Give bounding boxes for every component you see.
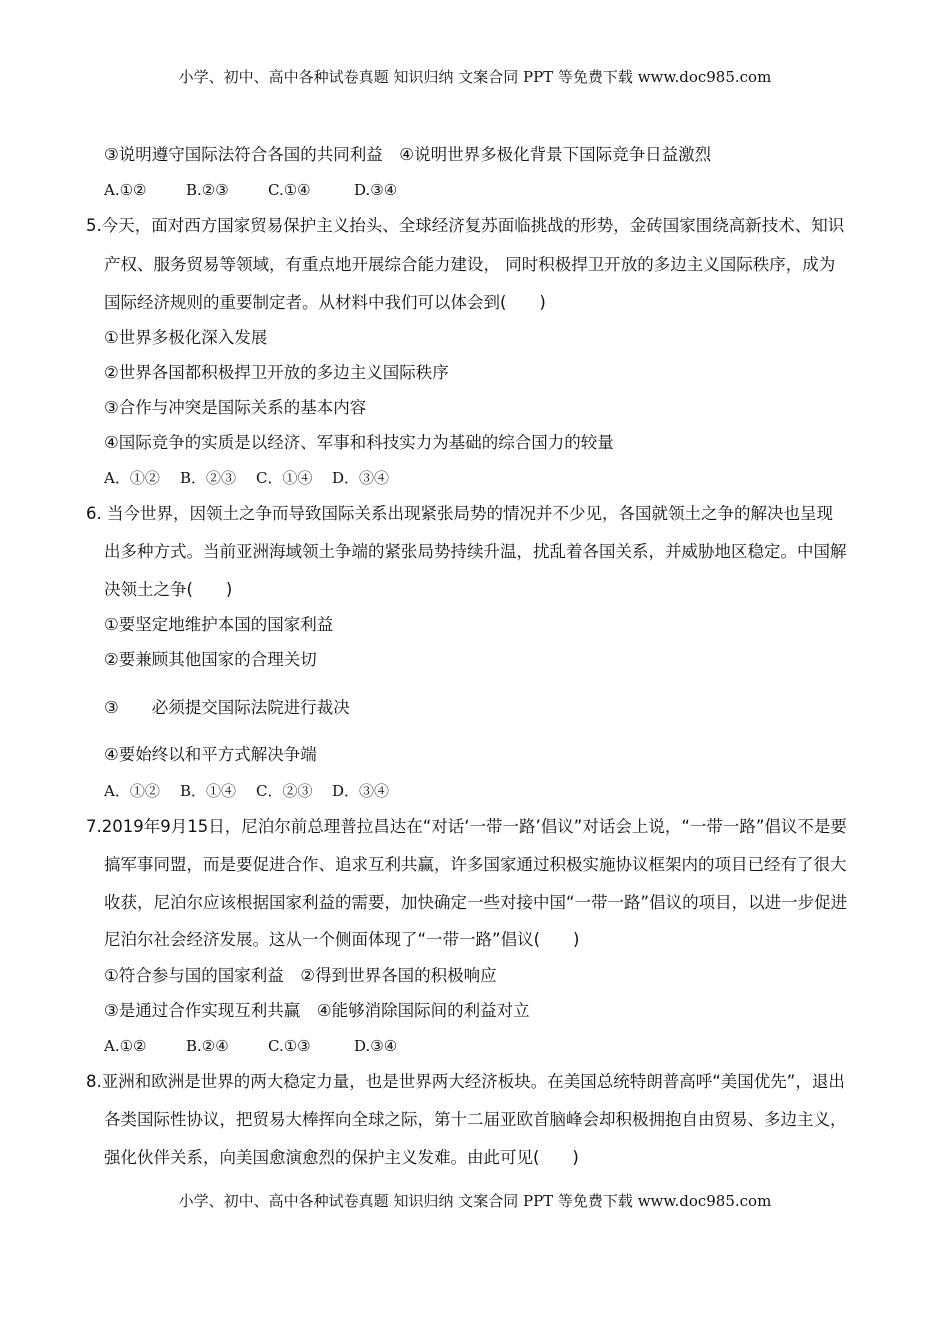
q7-option-c: C.①③ xyxy=(268,1037,311,1055)
q4-option-d: D.③④ xyxy=(354,181,398,199)
q7-options xyxy=(104,1035,397,1057)
q5-stem-line-3: 国际经济规则的重要制定者。从材料中我们可以体会到( ) xyxy=(104,293,546,312)
q7-items-line-2: ③是通过合作实现互利共赢 ④能够消除国际间的利益对立 xyxy=(104,1001,530,1020)
q5-item-2: ②世界各国都积极捍卫开放的多边主义国际秩序 xyxy=(104,363,449,382)
q6-item-2: ②要兼顾其他国家的合理关切 xyxy=(104,650,317,669)
q7-stem-line-2: 搞军事同盟，而是要促进合作、追求互利共赢，许多国家通过积极实施协议框架内的项目已经有了很大 xyxy=(104,855,847,874)
q6-stem-line-2: 出多种方式。当前亚洲海域领土争端的紧张局势持续升温，扰乱着各国关系，并威胁地区稳定。中国解 xyxy=(104,542,847,561)
q5-option-b: B．②③ xyxy=(180,469,237,487)
q6-item-4: ④要始终以和平方式解决争端 xyxy=(104,745,317,764)
q5-stem-line-1: 5.今天，面对西方国家贸易保护主义抬头、全球经济复苏面临挑战的形势，金砖国家围绕高新技术、知识 xyxy=(86,216,845,235)
q7-items-line-1: ①符合参与国的国家利益 ②得到世界各国的积极响应 xyxy=(104,966,497,985)
q5-item-1: ①世界多极化深入发展 xyxy=(104,328,268,347)
q8-stem-line-2: 各类国际性协议，把贸易大棒挥向全球之际，第十二届亚欧首脑峰会却积极拥抱自由贸易、多边主义， xyxy=(104,1110,847,1129)
q5-option-d: D．③④ xyxy=(332,469,390,487)
q4-option-c: C.①④ xyxy=(268,181,311,199)
q6-option-a: A．①② xyxy=(104,782,160,800)
q8-stem-line-3: 强化伙伴关系，向美国愈演愈烈的保护主义发难。由此可见( ) xyxy=(104,1148,579,1167)
q4-option-a: A.①② xyxy=(104,181,147,199)
q5-options xyxy=(104,467,389,489)
page-header: 小学、初中、高中各种试卷真题 知识归纳 文案合同 PPT 等免费下载 www.doc985.com xyxy=(178,68,772,86)
page-footer: 小学、初中、高中各种试卷真题 知识归纳 文案合同 PPT 等免费下载 www.doc985.com xyxy=(178,1192,772,1210)
q6-item-3: ③ 必须提交国际法院进行裁决 xyxy=(104,698,350,717)
q6-stem-line-3: 决领土之争( ) xyxy=(104,580,233,599)
q7-stem-line-3: 收获，尼泊尔应该根据国家利益的需要，加快确定一些对接中国“一带一路”倡议的项目，以进一步促进 xyxy=(104,893,848,912)
q7-option-b: B.②④ xyxy=(186,1037,229,1055)
q7-option-d: D.③④ xyxy=(354,1037,398,1055)
q5-item-4: ④国际竞争的实质是以经济、军事和科技实力为基础的综合国力的较量 xyxy=(104,433,614,452)
q6-options xyxy=(104,780,389,802)
q6-item-1: ①要坚定地维护本国的国家利益 xyxy=(104,615,334,634)
q5-option-a: A．①② xyxy=(104,469,160,487)
q5-option-c: C．①④ xyxy=(256,469,313,487)
q4-options xyxy=(104,179,397,201)
q4-items-line: ③说明遵守国际法符合各国的共同利益 ④说明世界多极化背景下国际竞争日益激烈 xyxy=(104,145,712,164)
q6-option-b: B．①④ xyxy=(180,782,237,800)
q6-option-d: D．③④ xyxy=(332,782,390,800)
q7-option-a: A.①② xyxy=(104,1037,147,1055)
q5-item-3: ③合作与冲突是国际关系的基本内容 xyxy=(104,398,367,417)
q6-option-c: C．②③ xyxy=(256,782,313,800)
q8-stem-line-1: 8.亚洲和欧洲是世界的两大稳定力量，也是世界两大经济板块。在美国总统特朗普高呼“美国优先”，退出 xyxy=(86,1072,845,1091)
q4-option-b: B.②③ xyxy=(186,181,229,199)
q6-stem-line-1: 6. 当今世界，因领土之争而导致国际关系出现紧张局势的情况并不少见，各国就领土之争的解决也呈现 xyxy=(86,504,833,523)
q7-stem-line-4: 尼泊尔社会经济发展。这从一个侧面体现了“一带一路”倡议( ) xyxy=(104,930,580,949)
q5-stem-line-2: 产权、服务贸易等领域，有重点地开展综合能力建设， 同时积极捍卫开放的多边主义国际秩序，成为 xyxy=(104,255,836,274)
q7-stem-line-1: 7.2019年9月15日，尼泊尔前总理普拉昌达在“对话‘一带一路’倡议”对话会上说，“一带一路”倡议不是要 xyxy=(86,817,847,836)
